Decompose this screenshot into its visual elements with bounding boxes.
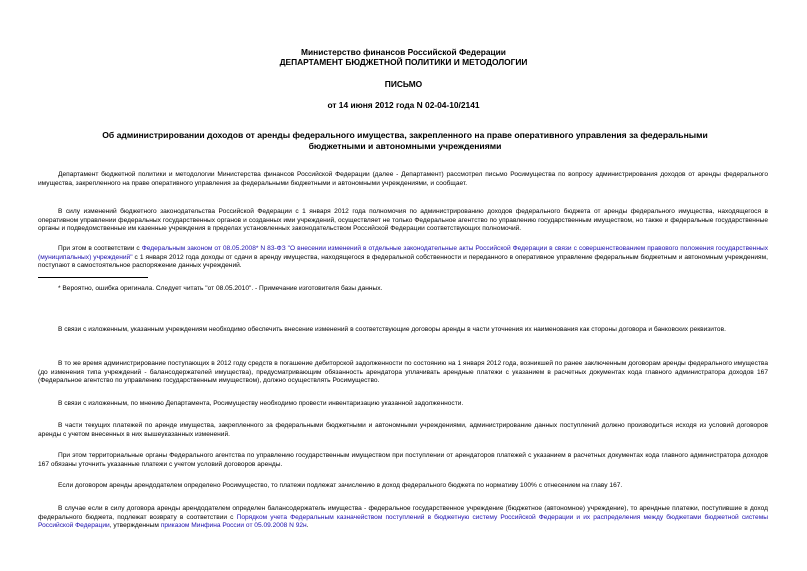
paragraph: В силу изменений бюджетного законодательства Российской Федерации с 1 января 2012 года полномочия по администрированию доходов федерального бюджета от аренды федерального имущества, находящегося в оперативном управлении федеральных государственных органов и созданных ими учреждений, осуществляет не только Федеральное агентство по управлению государственным имуществом, но также и федеральные государственные органы и подведомственные им казенные учреждения в пределах установленных законодательством Российской Федерации соответствующих полномочий. [38,208,768,233]
accounting-procedure-link[interactable]: Порядком учета Федеральным казначейством поступлений в бюджетную систему Российской Федерации и их распределения между бюджетами бюджетной системы Российской Федерации [38,513,769,530]
paragraph: Департамент бюджетной политики и методологии Министерства финансов Российской Федерации (далее - Департамент) рассмотрел письмо Росимущества по вопросу администрирования доходов от аренды федерального имущества, закрепленного на праве оперативного управления за федеральными бюджетными и автономными учреждениями, и сообщает. [38,171,768,187]
paragraph-text: с 1 января 2012 года доходы от сдачи в аренду имущества, находящегося в федеральной собственности и переданного в оперативное управление федеральным бюджетным и автономным учреждениям, поступают в самостоятельное распоряжение данных учреждений. [38,253,768,270]
paragraph: В связи с изложенным, по мнению Департамента, Росимуществу необходимо провести инвентаризацию указанной задолженности. [58,400,464,407]
paragraph: В то же время администрирование поступающих в 2012 году средств в погашение дебиторской задолженности по состоянию на 1 января 2012 года, возникшей по ранее заключенным договорам аренды федерального имущества (до изменения типа учреждений - балансодержателей имущества), предусматривающим обязанность арендатора уплачивать арендные платежи с указанием в расчетных документах кода главного администратора доходов 167 (Федеральное агентство по управлению государственным имуществом), должно осуществлять Росимущество. [38,360,768,385]
ministry-name: Министерство финансов Российской Федерации [301,47,506,57]
paragraph [38,505,768,531]
document-title: Об администрировании доходов от аренды федерального имущества, закрепленного на праве оперативного управления за федеральными бюджетными и автономными учреждениями [102,130,708,151]
paragraph-text: . [306,522,309,530]
department-name: ДЕПАРТАМЕНТ БЮДЖЕТНОЙ ПОЛИТИКИ И МЕТОДОЛОГИИ [279,57,528,67]
footnote-divider [38,277,148,278]
federal-law-link[interactable]: Федеральным законом от 08.05.2008* N 83-ФЗ "О внесении изменений в отдельные законодательные акты Российской Федерации в связи с совершенствованием правового положения государственных (муниципальных) учреждений" [38,245,768,261]
document-date-number: от 14 июня 2012 года N 02-04-10/2141 [327,100,480,110]
paragraph-text: При этом в соответствии с [58,245,142,252]
document-type: ПИСЬМО [384,79,423,89]
order-link[interactable]: приказом Минфина России от 05.09.2008 N 92н [160,522,307,530]
paragraph: Если договором аренды арендодателем определено Росимущество, то платежи подлежат зачислению в доход федерального бюджета по нормативу 100% с отнесением на главу 167. [58,482,623,489]
paragraph: При этом территориальные органы Федерального агентства по управлению государственным имуществом при поступлении от арендаторов платежей с указанием в расчетных документах кода главного администратора доходов 167 обязаны уточнить указанные платежи с учетом условий договоров аренды. [38,452,768,468]
footnote: * Вероятно, ошибка оригинала. Следует читать "от 08.05.2010". - Примечание изготовителя базы данных. [58,285,383,292]
paragraph: В связи с изложенным, указанным учреждениям необходимо обеспечить внесение изменений в соответствующие договоры аренды в части уточнения их наименования как стороны договора и банковских реквизитов. [58,326,726,333]
paragraph [38,245,768,271]
paragraph-text: , утвержденным [109,522,161,530]
paragraph-text: В случае если в силу договора аренды арендодателем определен балансодержатель имущества - федеральное государственное учреждение (бюджетное (автономное) учреждение), то арендные платежи, поступившие в доход федерального бюджета, подлежат возврату в соответствии с [38,505,768,521]
paragraph: В части текущих платежей по аренде имущества, закрепленного за федеральными бюджетными и автономными учреждениями, администрирование данных поступлений должно производиться исходя из условий договоров аренды с учетом внесенных в них вышеуказанных изменений. [38,422,768,438]
